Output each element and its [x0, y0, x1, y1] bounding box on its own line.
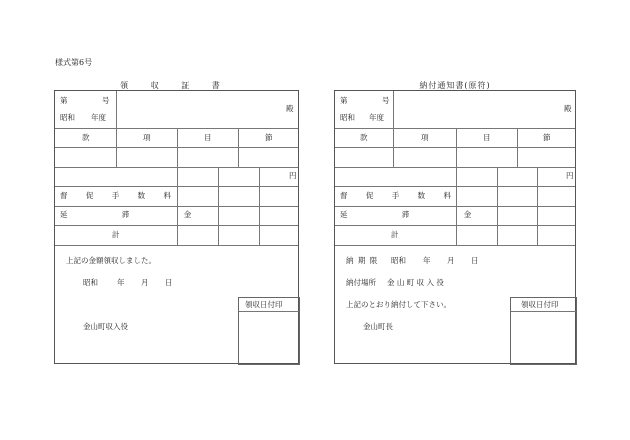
- receipt-col-moku: 目: [204, 133, 212, 142]
- notice-statement: 上記のとおり納付して下さい。: [346, 300, 451, 309]
- notice-deadline-month: 月: [447, 256, 455, 265]
- notice-office: 金山町長: [363, 322, 393, 331]
- notice-deadline-label: 納 期 限: [346, 256, 379, 265]
- notice-title: 納付通知書(原符): [419, 81, 491, 90]
- receipt-era: 昭和: [60, 113, 75, 122]
- notice-row-fee: 督 促 手 数 料: [340, 191, 460, 200]
- receipt-office: 金山町収入役: [83, 322, 128, 331]
- notice-col-kou: 項: [421, 133, 429, 142]
- notice-number-label: 第: [340, 96, 348, 105]
- notice-stamp-box: [510, 297, 577, 365]
- receipt-date-era: 昭和: [83, 278, 98, 287]
- receipt-title: 領 収 証 書: [120, 81, 230, 90]
- notice-deadline-day: 日: [471, 256, 479, 265]
- receipt-date-month: 月: [141, 278, 149, 287]
- receipt-number-suffix: 号: [102, 96, 110, 105]
- notice-col-moku: 目: [483, 133, 491, 142]
- notice-form: [334, 90, 576, 364]
- notice-number-suffix: 号: [382, 96, 390, 105]
- receipt-form: [54, 90, 299, 364]
- receipt-stamp-label: 領収日付印: [245, 300, 283, 309]
- notice-era: 昭和: [340, 113, 355, 122]
- receipt-col-kan: 款: [82, 133, 90, 142]
- notice-addressee-suffix: 殿: [564, 104, 572, 113]
- notice-payplace-label: 納付場所: [346, 278, 376, 287]
- receipt-row-late: 延 滞 金: [60, 210, 218, 219]
- receipt-row-total: 計: [112, 230, 120, 239]
- notice-deadline-era: 昭和: [391, 256, 406, 265]
- form-number: 様式第6号: [55, 58, 93, 67]
- receipt-col-setsu: 節: [265, 133, 273, 142]
- notice-col-setsu: 節: [543, 133, 551, 142]
- receipt-col-kou: 項: [143, 133, 151, 142]
- receipt-date-year: 年: [117, 278, 125, 287]
- receipt-date-day: 日: [165, 278, 173, 287]
- receipt-statement: 上記の金額領収しました。: [66, 256, 156, 265]
- receipt-row-fee: 督 促 手 数 料: [60, 191, 180, 200]
- receipt-addressee-suffix: 殿: [286, 104, 294, 113]
- notice-yen-label: 円: [566, 171, 574, 180]
- notice-stamp-label: 領収日付印: [521, 300, 559, 309]
- receipt-stamp-box: [238, 297, 300, 365]
- notice-row-total: 計: [391, 230, 399, 239]
- receipt-yen-label: 円: [289, 171, 297, 180]
- notice-fiscal-year: 年度: [369, 113, 384, 122]
- receipt-fiscal-year: 年度: [91, 113, 106, 122]
- notice-col-kan: 款: [360, 133, 368, 142]
- notice-deadline-year: 年: [423, 256, 431, 265]
- notice-row-late: 延 滞 金: [340, 210, 498, 219]
- receipt-number-label: 第: [60, 96, 68, 105]
- notice-payplace: 金 山 町 収 入 役: [387, 278, 444, 287]
